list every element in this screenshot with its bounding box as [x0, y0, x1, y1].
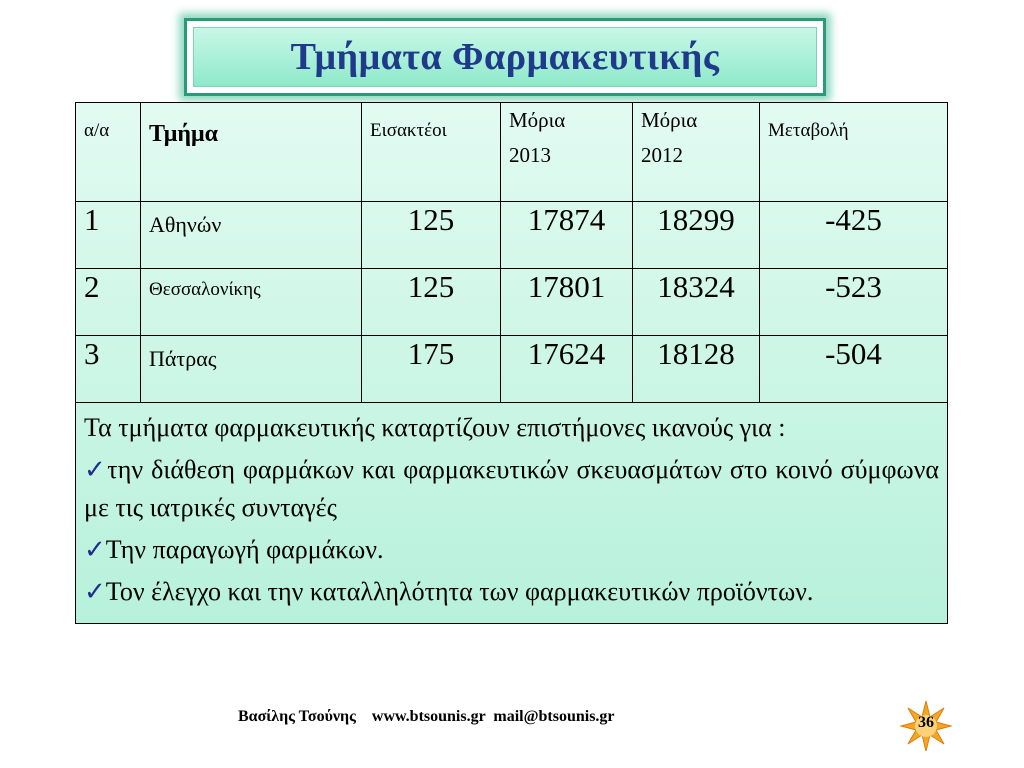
- page-title: Τμήματα Φαρμακευτικής: [290, 36, 720, 78]
- cell-points-2012: 18128: [633, 336, 760, 403]
- footer-website[interactable]: www.btsounis.gr: [371, 708, 486, 725]
- header-aa: α/α: [76, 103, 141, 202]
- cell-admitted: 125: [362, 202, 501, 269]
- cell-aa: 3: [76, 336, 141, 403]
- footer: [238, 708, 798, 726]
- table-row: [76, 202, 948, 269]
- checkmark-icon: ✓: [84, 577, 106, 606]
- header-change: Μεταβολή: [760, 103, 948, 202]
- cell-points-2013: 17801: [501, 269, 633, 336]
- cell-department: Πάτρας: [141, 336, 362, 403]
- checkmark-icon: ✓: [84, 455, 108, 484]
- cell-department: Θεσσαλονίκης: [141, 269, 362, 336]
- cell-points-2012: 18324: [633, 269, 760, 336]
- cell-points-2012: 18299: [633, 202, 760, 269]
- header-points-2013-label: Μόρια: [509, 108, 566, 132]
- cell-change: -504: [760, 336, 948, 403]
- header-points-2013: [501, 103, 633, 202]
- description-row: [76, 403, 948, 624]
- table-header-row: [76, 103, 948, 202]
- header-points-2013-year: 2013: [509, 143, 551, 167]
- header-points-2012-year: 2012: [641, 143, 683, 167]
- cell-aa: 1: [76, 202, 141, 269]
- header-points-2012-label: Μόρια: [641, 108, 698, 132]
- footer-author: Βασίλης Τσούνης: [238, 708, 356, 725]
- title-background: [193, 27, 817, 87]
- bullet-text: την διάθεση φαρμάκων και φαρμακευτικών σκευασμάτων στο κοινό σύμφωνα με τις ιατρικές συνταγές: [84, 455, 939, 522]
- pharmacy-departments-table: [75, 102, 948, 624]
- bullet-text: Τον έλεγχο και την καταλληλότητα των φαρμακευτικών προϊόντων.: [105, 577, 814, 606]
- title-frame: [184, 18, 826, 96]
- cell-points-2013: 17624: [501, 336, 633, 403]
- cell-change: -523: [760, 269, 948, 336]
- table-row: [76, 336, 948, 403]
- header-department: Τμήμα: [141, 103, 362, 202]
- header-admitted: Εισακτέοι: [362, 103, 501, 202]
- footer-email[interactable]: mail@btsounis.gr: [493, 708, 615, 725]
- bullet-item: [84, 573, 939, 611]
- cell-admitted: 125: [362, 269, 501, 336]
- description-intro: Τα τμήματα φαρμακευτικής καταρτίζουν επιστήμονες ικανούς για :: [84, 413, 786, 442]
- bullet-item: [84, 531, 939, 569]
- cell-admitted: 175: [362, 336, 501, 403]
- cell-points-2013: 17874: [501, 202, 633, 269]
- page-number: 36: [918, 714, 934, 731]
- header-points-2012: [633, 103, 760, 202]
- bullet-item: [84, 451, 939, 527]
- table-row: [76, 269, 948, 336]
- cell-change: -425: [760, 202, 948, 269]
- checkmark-icon: ✓: [84, 535, 106, 564]
- description-cell: [76, 403, 948, 624]
- bullet-text: Την παραγωγή φαρμάκων.: [105, 535, 384, 564]
- cell-department: Αθηνών: [141, 202, 362, 269]
- cell-aa: 2: [76, 269, 141, 336]
